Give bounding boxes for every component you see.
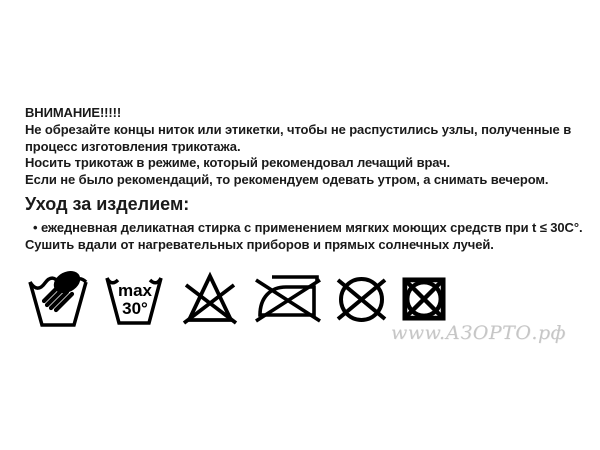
hand-wash-icon — [27, 269, 89, 329]
do-not-iron-icon — [255, 270, 321, 328]
wash-temp-degrees-label: 30° — [122, 299, 148, 318]
wash-max-30-icon — [103, 271, 165, 327]
do-not-dry-clean-icon — [335, 273, 388, 326]
care-symbols-row — [27, 264, 446, 334]
do-not-bleach-icon — [179, 270, 241, 328]
care-section-heading-wrap — [25, 194, 189, 214]
wash-temp-max-label: max — [117, 281, 153, 300]
wearing-line: Если не было рекомендаций, то рекомендуем одевать утром, а снимать вечером. — [25, 172, 549, 187]
care-instructions-section — [25, 219, 582, 253]
watermark-text: www.АЗОРТО.рф — [391, 322, 566, 344]
warning-title: ВНИМАНИЕ!!!!! — [25, 105, 122, 120]
do-not-tumble-dry-icon — [402, 277, 446, 321]
warning-line: Не обрезайте концы ниток или этикетки, чтобы не распустились узлы, полученные в — [25, 122, 572, 137]
warning-section — [25, 104, 571, 155]
care-line: Сушить вдали от нагревательных приборов и прямых солнечных лучей. — [25, 237, 494, 252]
care-bullet-line: • ежедневная деликатная стирка с применением мягких моющих средств при t ≤ 30С°. — [33, 220, 583, 235]
wearing-instructions-section — [25, 154, 548, 188]
wearing-line: Носить трикотаж в режиме, который рекомендовал лечащий врач. — [25, 155, 451, 170]
care-heading: Уход за изделием: — [25, 194, 190, 214]
warning-line: процесс изготовления трикотажа. — [25, 139, 241, 154]
